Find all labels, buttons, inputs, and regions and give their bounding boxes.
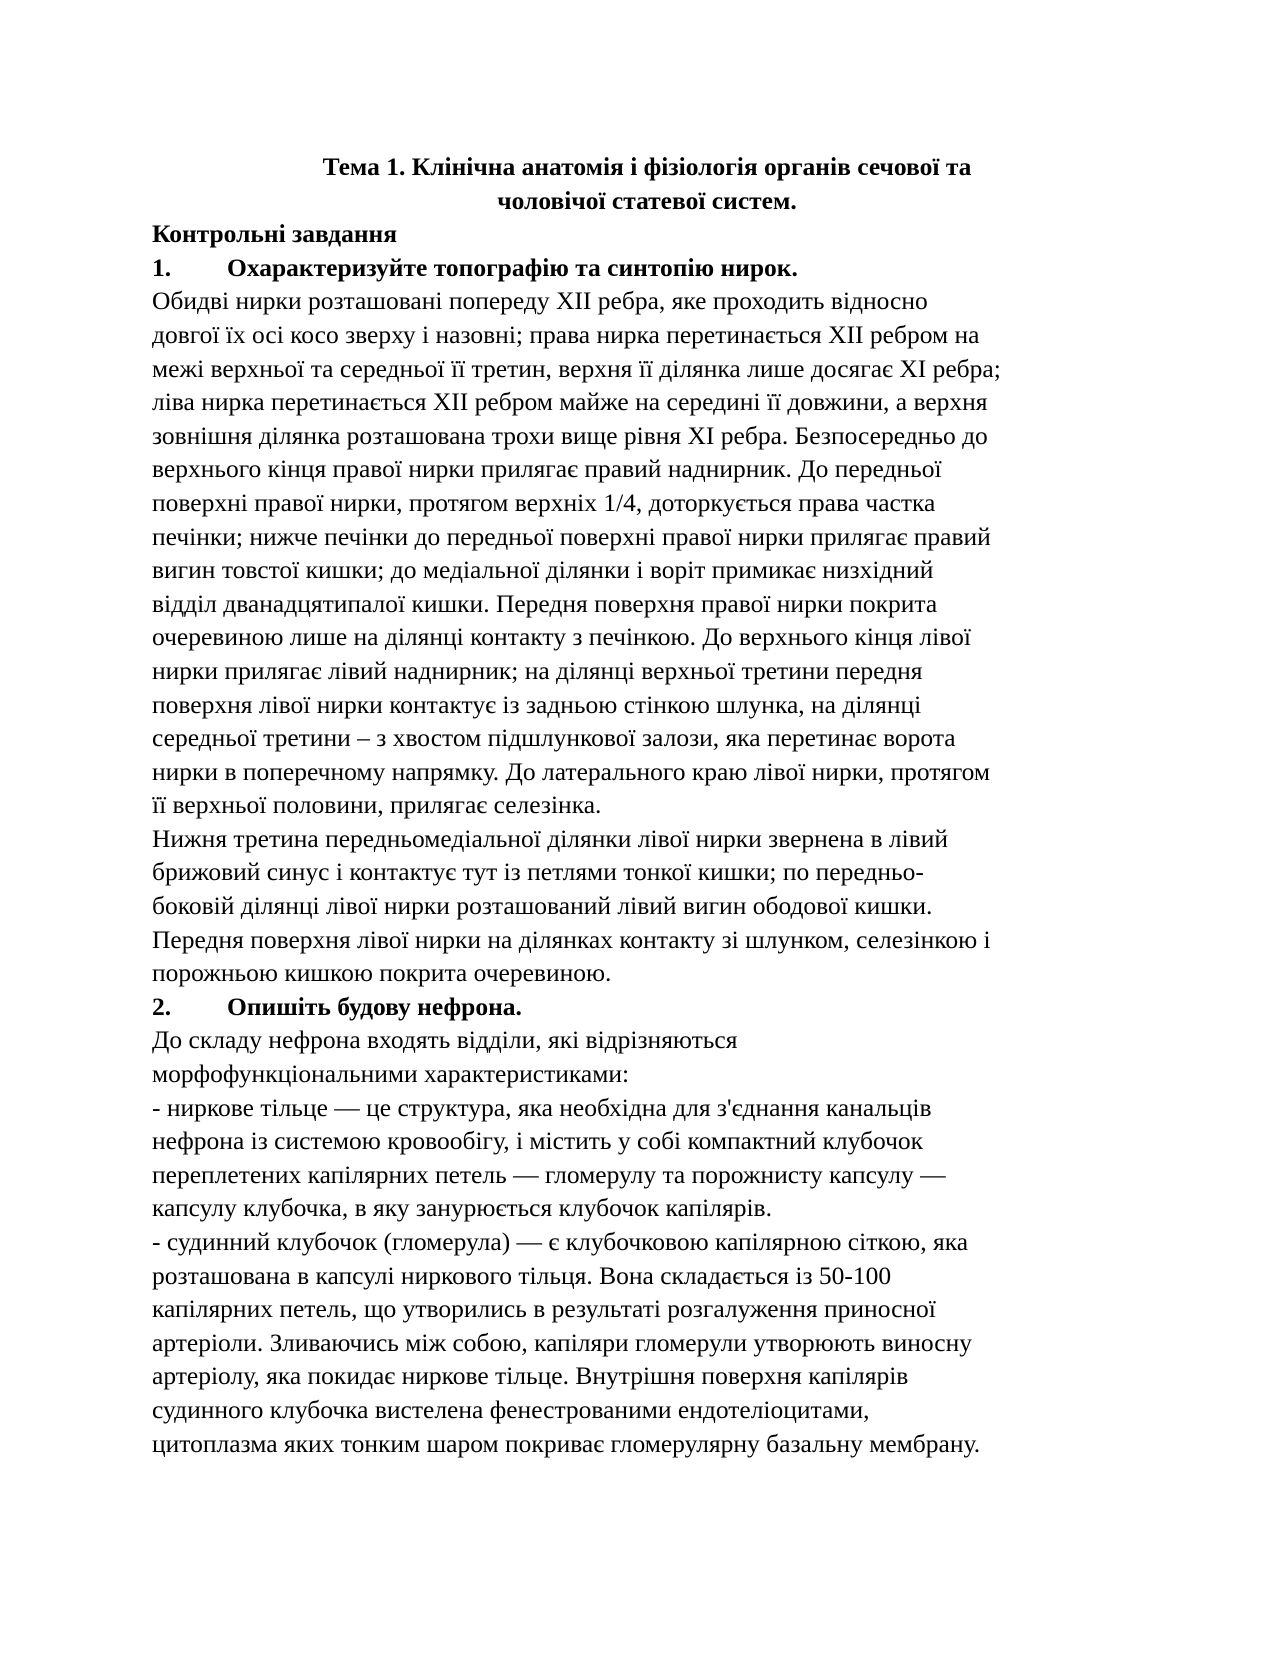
text-line: вигин товстої кишки; до медіальної ділянки і воріт примикає низхідний xyxy=(152,555,934,585)
text-line: нефрона із системою кровообігу, і містить у собі компактний клубочок xyxy=(152,1126,924,1156)
text-line: печінки; нижче печінки до передньої поверхні правої нирки прилягає правий xyxy=(152,521,991,551)
text-line: нирки прилягає лівий наднирник; на ділянці верхньої третини передня xyxy=(152,655,923,685)
task-2-paragraph-3 xyxy=(152,1225,1142,1460)
task-1-heading xyxy=(152,251,1142,285)
task-1-question: Охарактеризуйте топографію та синтопію нирок. xyxy=(227,252,798,282)
text-line: капілярних петель, що утворились в результаті розгалуження приносної xyxy=(152,1294,936,1324)
text-line: - ниркове тільце — це структура, яка необхідна для з'єднання канальців xyxy=(152,1092,932,1122)
task-1-paragraph-2 xyxy=(152,822,1142,990)
document-page xyxy=(152,150,1142,1460)
text-line: верхнього кінця правої нирки прилягає правий наднирник. До передньої xyxy=(152,454,942,484)
text-line: ліва нирка перетинається XII ребром майже на середині її довжини, а верхня xyxy=(152,387,988,417)
text-line: довгої їх осі косо зверху і назовні; права нирка перетинається XII ребром на xyxy=(152,319,980,349)
text-line: Нижня третина передньомедіальної ділянки лівої нирки звернена в лівий xyxy=(152,823,949,853)
text-line: порожньою кишкою покрита очеревиною. xyxy=(152,958,612,988)
text-line: Передня поверхня лівої нирки на ділянках контакту зі шлунком, селезінкою і xyxy=(152,924,991,954)
text-line: брижовий синус і контактує тут із петлями тонкої кишки; по передньо- xyxy=(152,857,924,887)
text-line: середньої третини – з хвостом підшлункової залози, яка перетинає ворота xyxy=(152,723,956,753)
text-line: боковій ділянці лівої нирки розташований лівий вигин ободової кишки. xyxy=(152,891,933,921)
task-1-number: 1. xyxy=(152,252,172,282)
text-line: судинного клубочка вистелена фенестрованими ендотеліоцитами, xyxy=(152,1394,870,1424)
text-line: артеріолу, яка покидає ниркове тільце. Внутрішня поверхня капілярів xyxy=(152,1361,909,1391)
text-line: відділ дванадцятипалої кишки. Передня поверхня правої нирки покрита xyxy=(152,588,938,618)
task-2-paragraph-2 xyxy=(152,1091,1142,1225)
task-1-paragraph-1 xyxy=(152,284,1142,822)
text-line: поверхня лівої нирки контактує із задньою стінкою шлунка, на ділянці xyxy=(152,689,922,719)
text-line: межі верхньої та середньої її третин, верхня її ділянка лише досягає XI ребра; xyxy=(152,353,1001,383)
title-line-2: чоловічої статевої систем. xyxy=(497,185,797,215)
text-line: Обидві нирки розташовані попереду XII ребра, яке проходить відносно xyxy=(152,286,928,316)
text-line: розташована в капсулі ниркового тільця. Вона складається із 50-100 xyxy=(152,1260,892,1290)
section-heading: Контрольні завдання xyxy=(152,219,398,249)
task-2-number: 2. xyxy=(152,991,172,1021)
text-line: морфофункціональними характеристиками: xyxy=(152,1059,630,1089)
text-line: - судинний клубочок (гломерула) — є клубочковою капілярною сіткою, яка xyxy=(152,1227,969,1256)
text-line: її верхньої половини, прилягає селезінка. xyxy=(152,790,602,820)
document-title xyxy=(152,150,1142,217)
text-line: зовнішня ділянка розташована трохи вище рівня XI ребра. Безпосередньо до xyxy=(152,420,988,450)
text-line: цитоплазма яких тонким шаром покриває гломерулярну базальну мембрану. xyxy=(152,1428,981,1458)
text-line: нирки в поперечному напрямку. До латерального краю лівої нирки, протягом xyxy=(152,756,991,786)
task-2-question: Опишіть будову нефрона. xyxy=(227,991,522,1021)
text-line: До складу нефрона входять відділи, які відрізняються xyxy=(152,1025,738,1055)
text-line: капсулу клубочка, в яку занурюється клубочок капілярів. xyxy=(152,1193,772,1223)
task-2-heading xyxy=(152,990,1142,1024)
text-line: поверхні правої нирки, протягом верхніх 1/4, доторкується права частка xyxy=(152,487,936,517)
text-line: очеревиною лише на ділянці контакту з печінкою. До верхнього кінця лівої xyxy=(152,622,971,652)
title-line-1: Тема 1. Клінічна анатомія і фізіологія органів сечової та xyxy=(322,152,972,181)
text-line: переплетених капілярних петель — гломерулу та порожнисту капсулу — xyxy=(152,1159,946,1189)
task-2-paragraph-1 xyxy=(152,1023,1142,1090)
text-line: артеріоли. Зливаючись між собою, капіляри гломерули утворюють виносну xyxy=(152,1327,973,1357)
